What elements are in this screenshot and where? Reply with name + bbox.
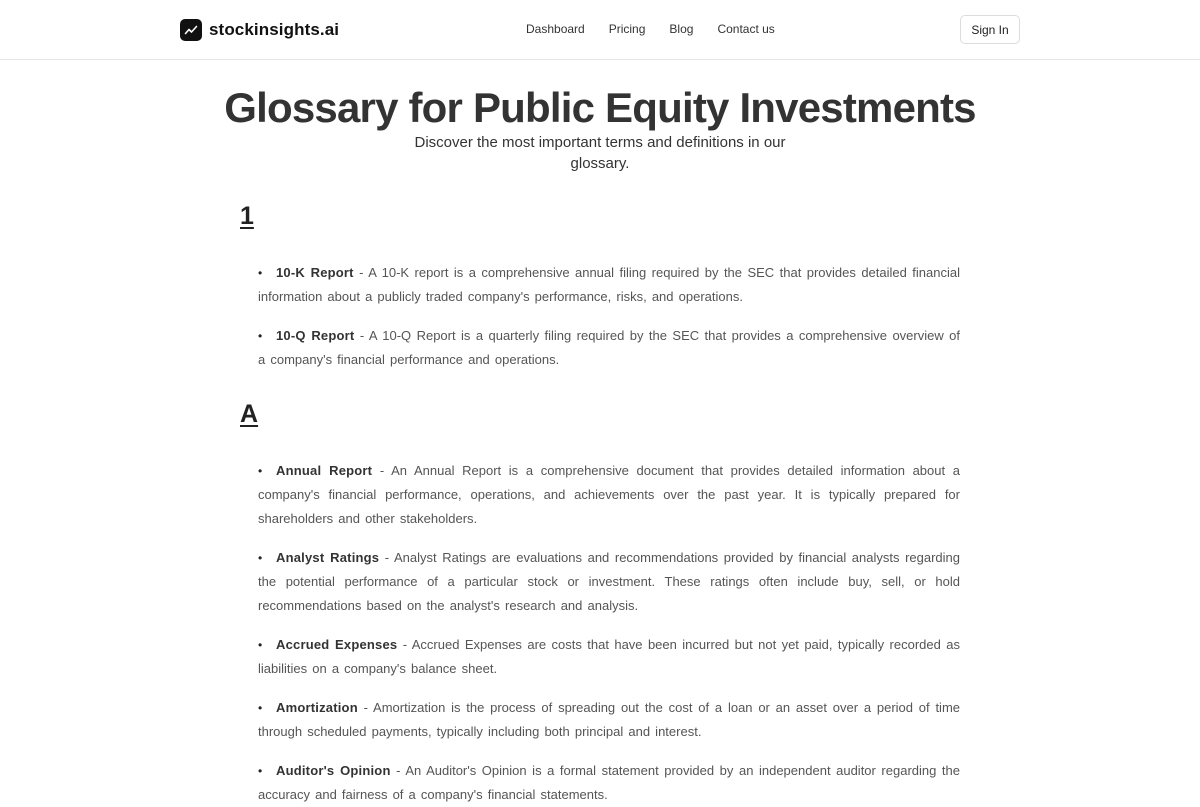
term-separator: - [353,265,369,280]
term-name: Annual Report [276,463,373,478]
sign-in-button[interactable]: Sign In [960,15,1020,44]
term-separator: - [357,700,374,715]
brand-logo-link[interactable] [180,18,339,42]
trending-up-icon [180,19,202,41]
term-definition: Amortization is the process of spreading out the cost of a loan or an asset over a period of time through scheduled payments, typically including both principal and interest. [258,700,961,739]
term-separator: - [372,463,392,478]
term-separator: - [379,550,394,565]
glossary-item [258,261,960,309]
nav-link-pricing[interactable]: Pricing [608,22,646,36]
glossary-item [258,633,960,681]
term-definition: A 10-K report is a comprehensive annual filing required by the SEC that provides detailed financial information about a publicly traded company's performance, risks, and operations. [258,265,960,304]
term-definition: Accrued Expenses are costs that have been incurred but not yet paid, typically recorded as liabilities on a company's balance sheet. [258,637,960,676]
term-separator: - [354,328,369,343]
section-heading-1[interactable]: 1 [240,202,254,230]
term-name: Accrued Expenses [276,637,398,652]
term-definition: An Auditor's Opinion is a formal statement provided by an independent auditor regarding the accuracy and fairness of a company's financial statements. [258,763,960,802]
bullet-icon: • [258,551,263,565]
term-name: 10-Q Report [276,328,355,343]
section-heading-a[interactable]: A [240,400,259,428]
bullet-icon: • [258,464,263,478]
term-definition: An Annual Report is a comprehensive document that provides detailed information about a company's financial performance, operations, and achievements over the past year. It is typically prepared for shareholders and other stakeholders. [258,463,960,526]
brand-name: stockinsights.ai [209,20,340,39]
glossary-item [258,696,960,744]
bullet-icon: • [258,329,263,343]
term-name: Amortization [276,700,358,715]
main-nav [526,22,775,36]
bullet-icon: • [258,701,263,715]
page-subtitle: Discover the most important terms and definitions in our glossary. [414,134,786,172]
glossary-item [258,459,960,531]
nav-link-dashboard[interactable]: Dashboard [526,22,585,36]
term-separator: - [390,763,406,778]
nav-link-blog[interactable]: Blog [669,22,694,36]
term-name: Auditor's Opinion [276,763,391,778]
term-separator: - [397,637,412,652]
term-definition: Analyst Ratings are evaluations and recommendations provided by financial analysts regarding the potential performance of a particular stock or investment. These ratings often include buy, sell, or hold recommendations based on the analyst's research and analysis. [258,550,960,613]
glossary-item [258,324,960,372]
bullet-icon: • [258,638,263,652]
top-navbar [0,0,1200,60]
page-title: Glossary for Public Equity Investments [224,84,976,131]
term-name: Analyst Ratings [276,550,380,565]
bullet-icon: • [258,266,263,280]
nav-link-contact[interactable]: Contact us [717,22,775,36]
term-name: 10-K Report [276,265,354,280]
term-definition: A 10-Q Report is a quarterly filing required by the SEC that provides a comprehensive overview of a company's financial performance and operations. [258,328,961,367]
bullet-icon: • [258,764,263,778]
glossary-item [258,546,960,618]
